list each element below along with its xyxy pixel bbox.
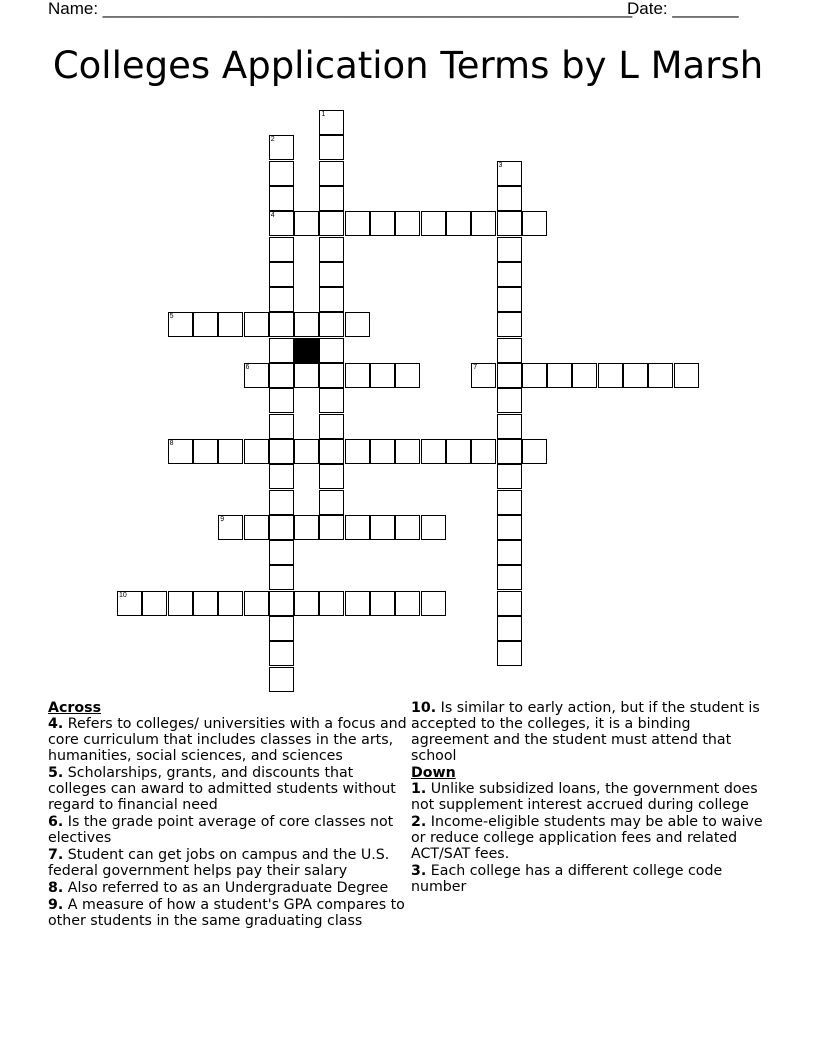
grid-cell[interactable] bbox=[269, 287, 294, 312]
cell-number: 2 bbox=[270, 136, 275, 144]
grid-cell[interactable] bbox=[319, 312, 344, 337]
clue-number: 5. bbox=[48, 765, 64, 781]
clue-text: Scholarships, grants, and discounts that colleges can award to admitted students without regard to financial need bbox=[48, 765, 396, 813]
grid-cell[interactable] bbox=[319, 110, 344, 135]
grid-cell[interactable] bbox=[244, 312, 269, 337]
grid-cell[interactable] bbox=[370, 363, 395, 388]
grid-cell[interactable] bbox=[497, 211, 522, 236]
clue-across-4 bbox=[48, 716, 410, 764]
grid-cell[interactable] bbox=[269, 161, 294, 186]
cell-number: 6 bbox=[245, 364, 250, 371]
clue-text: A measure of how a student's GPA compares to other students in the same graduating class bbox=[48, 897, 405, 929]
clue-text: Unlike subsidized loans, the government does not supplement interest accrued during college bbox=[411, 781, 758, 813]
grid-cell[interactable] bbox=[319, 237, 344, 262]
grid-cell[interactable] bbox=[168, 312, 193, 337]
grid-cell[interactable] bbox=[497, 515, 522, 540]
grid-cell[interactable] bbox=[319, 414, 344, 439]
grid-cell[interactable] bbox=[547, 363, 572, 388]
grid-cell[interactable] bbox=[598, 363, 623, 388]
grid-cell[interactable] bbox=[497, 439, 522, 464]
cell-number: 3 bbox=[498, 161, 503, 169]
grid-cell[interactable] bbox=[319, 186, 344, 211]
grid-cell[interactable] bbox=[522, 363, 547, 388]
grid-cell[interactable] bbox=[497, 641, 522, 666]
grid-cell[interactable] bbox=[497, 565, 522, 590]
grid-cell[interactable] bbox=[269, 490, 294, 515]
grid-cell[interactable] bbox=[446, 211, 471, 236]
grid-cell[interactable] bbox=[471, 363, 496, 388]
clue-across-10 bbox=[411, 700, 771, 764]
grid-cell[interactable] bbox=[319, 388, 344, 413]
grid-cell[interactable] bbox=[522, 439, 547, 464]
grid-cell[interactable] bbox=[319, 287, 344, 312]
clue-number: 6. bbox=[48, 814, 64, 830]
grid-cell[interactable] bbox=[218, 591, 243, 616]
grid-cell[interactable] bbox=[319, 490, 344, 515]
grid-cell[interactable] bbox=[395, 363, 420, 388]
grid-cell[interactable] bbox=[269, 388, 294, 413]
grid-cell[interactable] bbox=[370, 591, 395, 616]
grid-cell[interactable] bbox=[497, 490, 522, 515]
grid-cell[interactable] bbox=[345, 363, 370, 388]
grid-cell[interactable] bbox=[269, 186, 294, 211]
grid-cell[interactable] bbox=[168, 591, 193, 616]
clues-left-column bbox=[48, 700, 410, 930]
clue-text: Each college has a different college code number bbox=[411, 863, 723, 895]
grid-cell[interactable] bbox=[319, 464, 344, 489]
grid-cell[interactable] bbox=[319, 591, 344, 616]
grid-cell[interactable] bbox=[269, 591, 294, 616]
grid-cell[interactable] bbox=[345, 312, 370, 337]
clue-down-2 bbox=[411, 814, 771, 862]
grid-cell[interactable] bbox=[421, 515, 446, 540]
grid-cell[interactable] bbox=[497, 262, 522, 287]
grid-cell[interactable] bbox=[319, 211, 344, 236]
date-field[interactable]: Date: _______ bbox=[627, 0, 739, 18]
grid-cell[interactable] bbox=[421, 211, 446, 236]
grid-cell[interactable] bbox=[319, 439, 344, 464]
down-heading: Down bbox=[411, 765, 456, 781]
name-field[interactable]: Name: ________________________________________________________ bbox=[48, 0, 633, 18]
grid-cell[interactable] bbox=[370, 211, 395, 236]
grid-cell[interactable] bbox=[497, 161, 522, 186]
grid-cell[interactable] bbox=[497, 338, 522, 363]
clue-number: 8. bbox=[48, 880, 64, 896]
grid-cell[interactable] bbox=[319, 338, 344, 363]
grid-cell[interactable] bbox=[648, 363, 673, 388]
grid-cell[interactable] bbox=[269, 641, 294, 666]
grid-cell[interactable] bbox=[497, 388, 522, 413]
grid-cell[interactable] bbox=[294, 363, 319, 388]
grid-cell[interactable] bbox=[471, 439, 496, 464]
grid-cell[interactable] bbox=[168, 439, 193, 464]
grid-cell[interactable] bbox=[244, 363, 269, 388]
clue-number: 1. bbox=[411, 781, 427, 797]
grid-cell[interactable] bbox=[497, 363, 522, 388]
clue-text: Income-eligible students may be able to waive or reduce college application fees and related ACT/SAT fees. bbox=[411, 814, 763, 862]
clue-number: 9. bbox=[48, 897, 64, 913]
grid-cell[interactable] bbox=[269, 312, 294, 337]
grid-cell[interactable] bbox=[674, 363, 699, 388]
grid-cell[interactable] bbox=[269, 464, 294, 489]
cell-number: 7 bbox=[473, 364, 478, 371]
cell-number: 1 bbox=[321, 111, 326, 118]
grid-cell[interactable] bbox=[193, 439, 218, 464]
clue-across-5 bbox=[48, 765, 410, 813]
clue-text: Refers to colleges/ universities with a focus and core curriculum that includes classes in the arts, humanities, social sciences, and sciences bbox=[48, 716, 407, 764]
cell-number: 5 bbox=[169, 313, 174, 321]
black-square bbox=[294, 338, 319, 363]
grid-cell[interactable] bbox=[497, 237, 522, 262]
grid-cell[interactable] bbox=[319, 135, 344, 160]
grid-cell[interactable] bbox=[319, 515, 344, 540]
grid-cell[interactable] bbox=[421, 439, 446, 464]
grid-cell[interactable] bbox=[269, 616, 294, 641]
grid-cell[interactable] bbox=[269, 211, 294, 236]
grid-cell[interactable] bbox=[218, 312, 243, 337]
clue-text: Is similar to early action, but if the student is accepted to the colleges, it is a binding agreement and the student must attend that school bbox=[411, 700, 760, 764]
grid-cell[interactable] bbox=[497, 540, 522, 565]
grid-cell[interactable] bbox=[497, 591, 522, 616]
grid-cell[interactable] bbox=[572, 363, 597, 388]
grid-cell[interactable] bbox=[193, 591, 218, 616]
clue-number: 4. bbox=[48, 716, 64, 732]
grid-cell[interactable] bbox=[471, 211, 496, 236]
grid-cell[interactable] bbox=[269, 262, 294, 287]
grid-cell[interactable] bbox=[269, 439, 294, 464]
grid-cell[interactable] bbox=[345, 591, 370, 616]
cell-number: 4 bbox=[270, 212, 275, 220]
grid-cell[interactable] bbox=[193, 312, 218, 337]
clue-number: 3. bbox=[411, 863, 427, 879]
clue-across-6 bbox=[48, 814, 410, 846]
grid-cell[interactable] bbox=[269, 565, 294, 590]
clue-number: 7. bbox=[48, 847, 64, 863]
grid-cell[interactable] bbox=[345, 515, 370, 540]
clue-across-9 bbox=[48, 897, 410, 929]
grid-cell[interactable] bbox=[244, 439, 269, 464]
grid-cell[interactable] bbox=[319, 262, 344, 287]
grid-cell[interactable] bbox=[244, 591, 269, 616]
across-heading: Across bbox=[48, 700, 102, 716]
grid-cell[interactable] bbox=[345, 439, 370, 464]
grid-cell[interactable] bbox=[244, 515, 269, 540]
grid-cell[interactable] bbox=[522, 211, 547, 236]
clue-text: Also referred to as an Undergraduate Degree bbox=[67, 880, 389, 896]
grid-cell[interactable] bbox=[218, 439, 243, 464]
grid-cell[interactable] bbox=[269, 135, 294, 160]
grid-cell[interactable] bbox=[294, 211, 319, 236]
grid-cell[interactable] bbox=[497, 287, 522, 312]
clue-text: Is the grade point average of core classes not electives bbox=[48, 814, 394, 846]
grid-cell[interactable] bbox=[269, 515, 294, 540]
cell-number: 10 bbox=[119, 591, 127, 599]
grid-cell[interactable] bbox=[294, 312, 319, 337]
clue-across-8 bbox=[48, 880, 410, 896]
clue-number: 10. bbox=[411, 700, 437, 716]
grid-cell[interactable] bbox=[269, 414, 294, 439]
clue-number: 2. bbox=[411, 814, 427, 830]
grid-cell[interactable] bbox=[319, 161, 344, 186]
clue-down-1 bbox=[411, 781, 771, 813]
grid-cell[interactable] bbox=[117, 591, 142, 616]
grid-cell[interactable] bbox=[370, 515, 395, 540]
grid-cell[interactable] bbox=[421, 591, 446, 616]
clue-text: Student can get jobs on campus and the U.S. federal government helps pay their salary bbox=[48, 847, 390, 879]
clue-down-3 bbox=[411, 863, 771, 895]
grid-cell[interactable] bbox=[395, 591, 420, 616]
grid-cell[interactable] bbox=[497, 616, 522, 641]
grid-cell[interactable] bbox=[269, 363, 294, 388]
grid-cell[interactable] bbox=[218, 515, 243, 540]
grid-cell[interactable] bbox=[345, 211, 370, 236]
page-title: Colleges Application Terms by L Marsh bbox=[52, 44, 764, 87]
cell-number: 9 bbox=[220, 515, 225, 523]
grid-cell[interactable] bbox=[395, 211, 420, 236]
clue-across-7 bbox=[48, 847, 410, 879]
grid-cell[interactable] bbox=[497, 186, 522, 211]
grid-cell[interactable] bbox=[623, 363, 648, 388]
grid-cell[interactable] bbox=[269, 338, 294, 363]
grid-cell[interactable] bbox=[269, 667, 294, 692]
grid-cell[interactable] bbox=[497, 414, 522, 439]
grid-cell[interactable] bbox=[269, 237, 294, 262]
grid-cell[interactable] bbox=[142, 591, 167, 616]
grid-cell[interactable] bbox=[294, 515, 319, 540]
grid-cell[interactable] bbox=[497, 312, 522, 337]
grid-cell[interactable] bbox=[497, 464, 522, 489]
cell-number: 8 bbox=[169, 439, 174, 447]
grid-cell[interactable] bbox=[395, 515, 420, 540]
grid-cell[interactable] bbox=[294, 591, 319, 616]
grid-cell[interactable] bbox=[395, 439, 420, 464]
grid-cell[interactable] bbox=[294, 439, 319, 464]
grid-cell[interactable] bbox=[319, 363, 344, 388]
grid-cell[interactable] bbox=[446, 439, 471, 464]
grid-cell[interactable] bbox=[370, 439, 395, 464]
grid-cell[interactable] bbox=[269, 540, 294, 565]
clues-right-column bbox=[411, 700, 771, 896]
